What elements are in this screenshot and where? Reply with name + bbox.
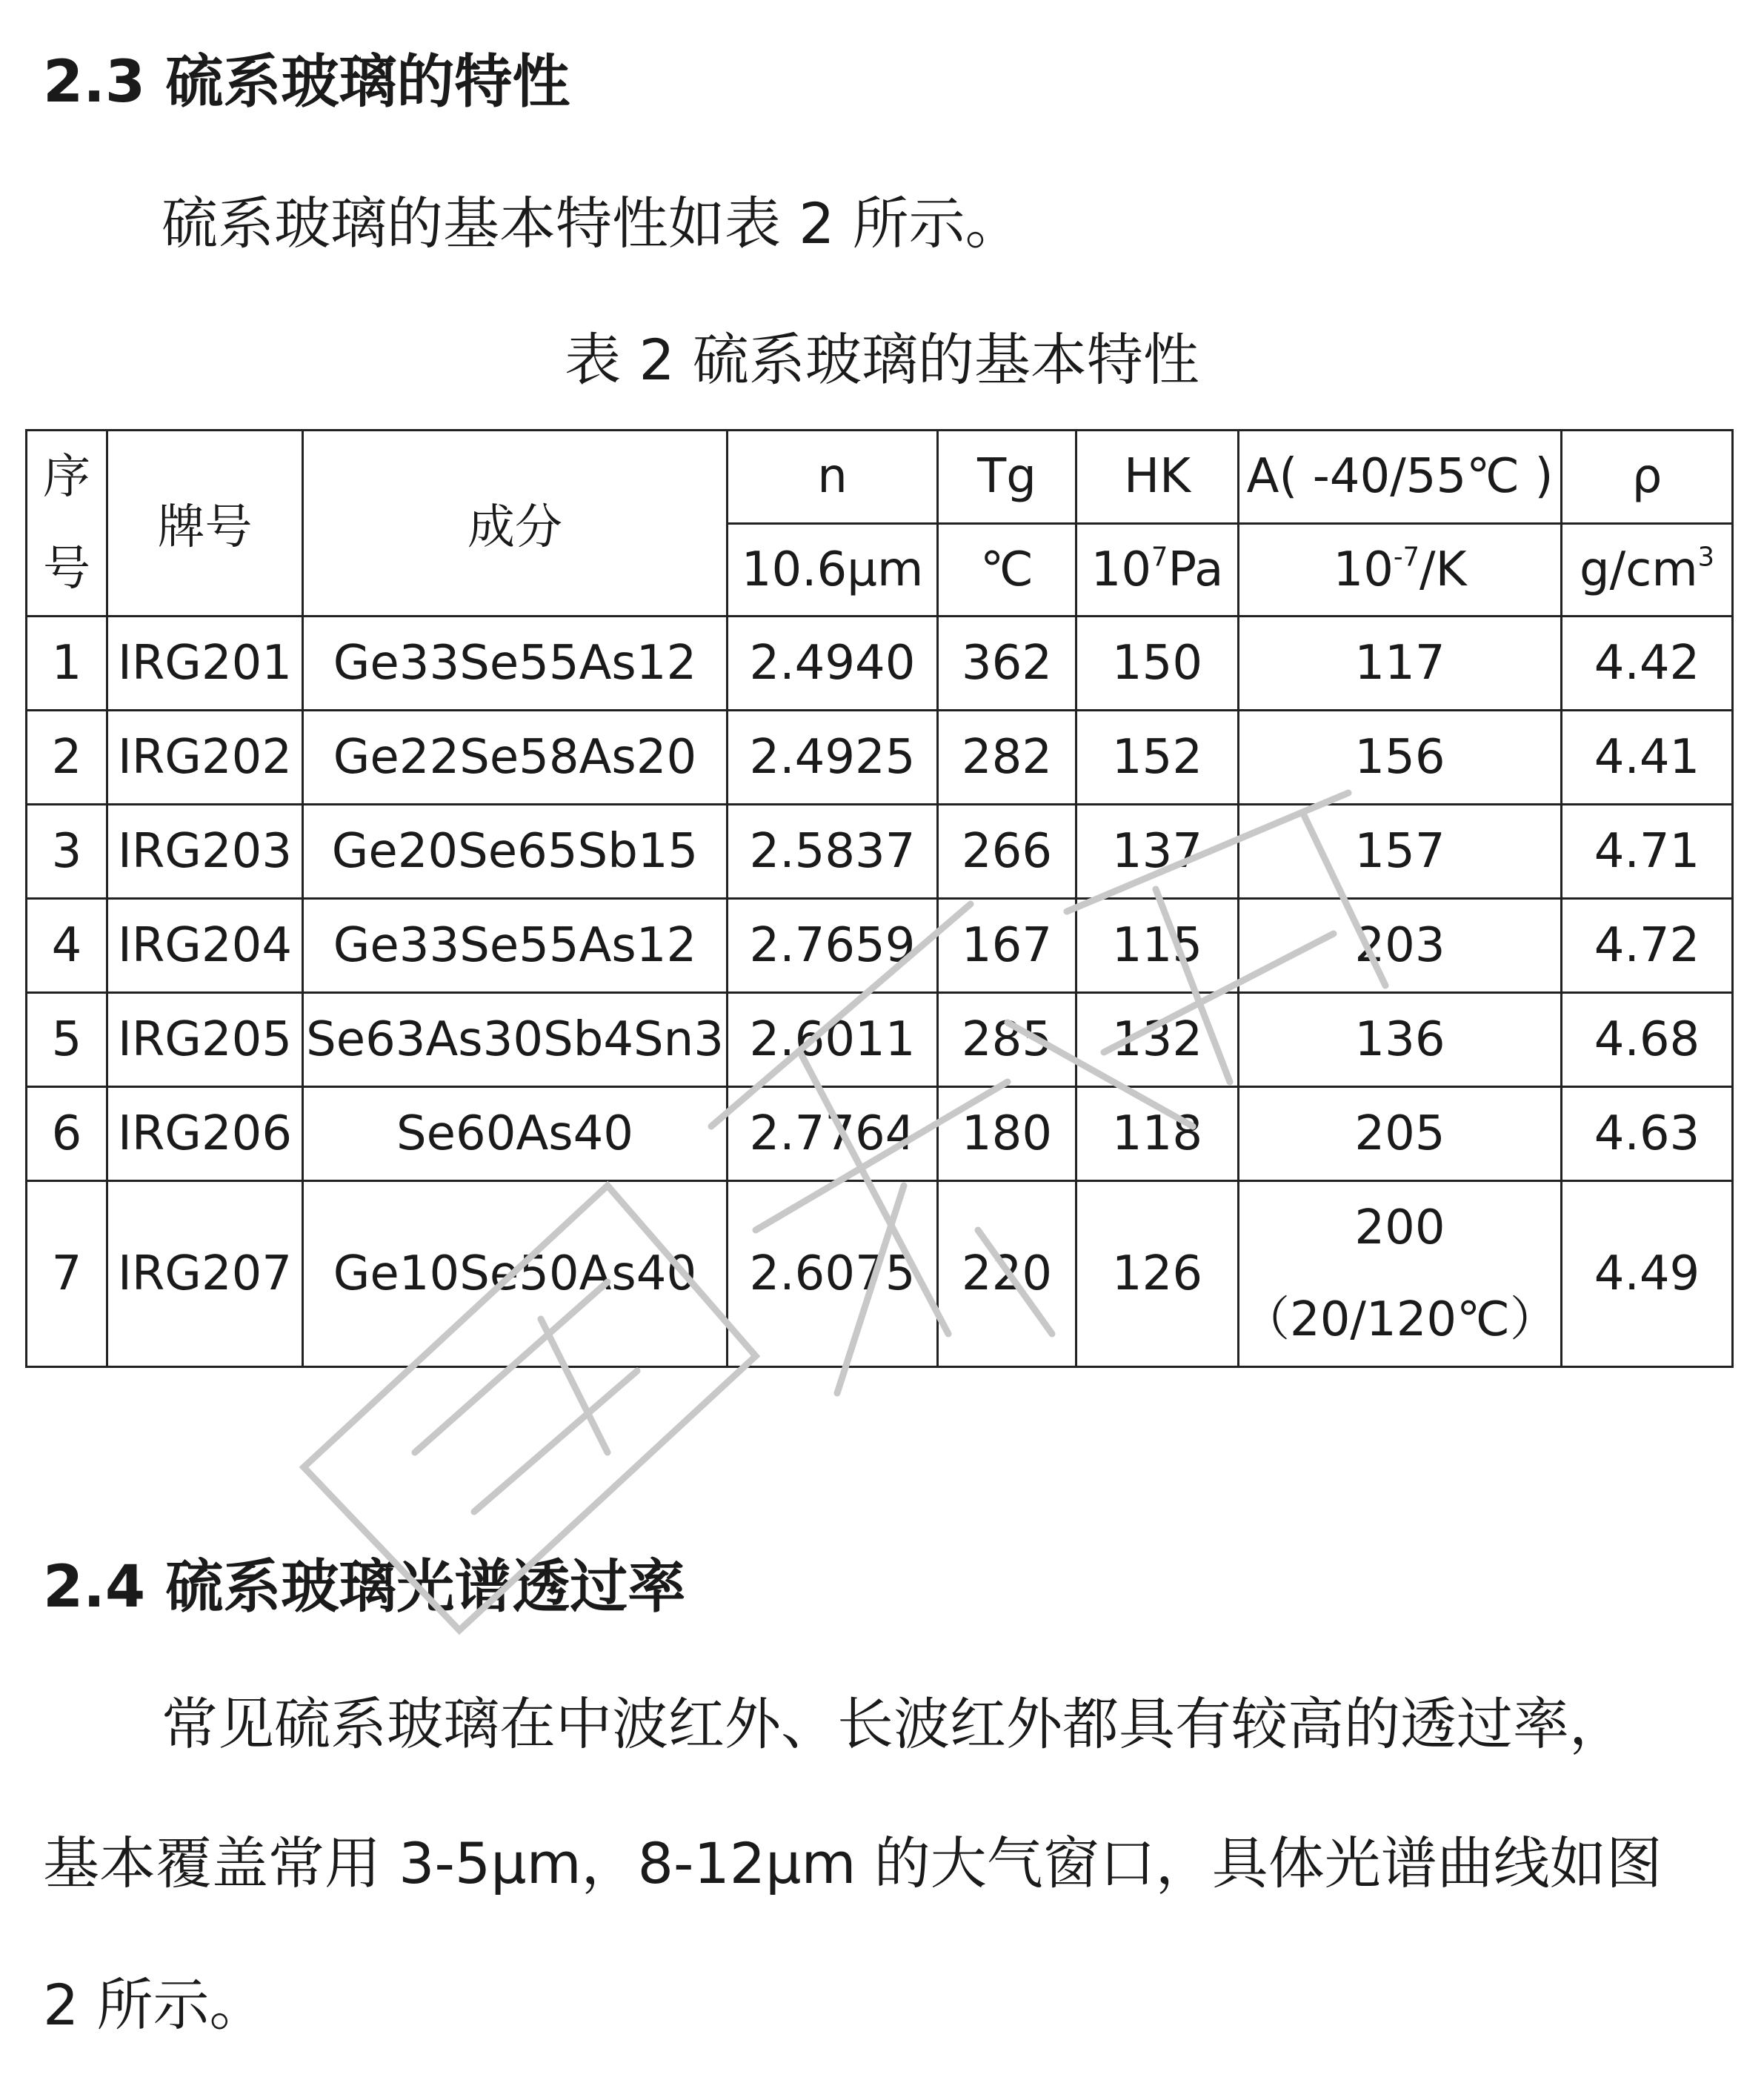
table-row — [27, 899, 1733, 993]
cell-grade: IRG203 — [107, 805, 303, 899]
cell-grade: IRG201 — [107, 617, 303, 711]
cell-grade: IRG206 — [107, 1087, 303, 1181]
unit-a-base: 10 — [1333, 542, 1394, 597]
unit-a — [1239, 523, 1562, 617]
section-2-4-heading: 2.4 硫系玻璃光谱透过率 — [43, 1554, 686, 1621]
cell-a: 203 — [1239, 899, 1562, 993]
cell-rho: 4.63 — [1562, 1087, 1733, 1181]
cell-tg: 282 — [938, 711, 1076, 805]
cell-hk: 132 — [1076, 993, 1239, 1087]
header-tg: Tg — [938, 431, 1076, 524]
table-row — [27, 1181, 1733, 1367]
cell-index: 1 — [27, 617, 107, 711]
unit-hk-tail: Pa — [1168, 542, 1224, 597]
cell-tg: 180 — [938, 1087, 1076, 1181]
cell-n: 2.4925 — [728, 711, 938, 805]
table-row — [27, 993, 1733, 1087]
section-2-3-heading: 2.3 硫系玻璃的特性 — [43, 49, 570, 116]
cell-tg: 285 — [938, 993, 1076, 1087]
cell-a-value: 200 — [1354, 1200, 1445, 1255]
table-row — [27, 1087, 1733, 1181]
cell-tg: 362 — [938, 617, 1076, 711]
cell-hk: 150 — [1076, 617, 1239, 711]
table-row — [27, 617, 1733, 711]
header-n: n — [728, 431, 938, 524]
cell-a-note: （20/120℃） — [1242, 1292, 1558, 1347]
unit-rho — [1562, 523, 1733, 617]
unit-rho-base: g/cm — [1579, 542, 1698, 597]
cell-n: 2.5837 — [728, 805, 938, 899]
cell-rho: 4.49 — [1562, 1181, 1733, 1367]
cell-n: 2.7764 — [728, 1087, 938, 1181]
table-caption: 表 2 硫系玻璃的基本特性 — [565, 327, 1199, 393]
cell-composition: Ge33Se55As12 — [303, 617, 728, 711]
cell-n: 2.6011 — [728, 993, 938, 1087]
unit-a-tail: /K — [1419, 542, 1467, 597]
properties-table — [25, 429, 1734, 1368]
watermark-stroke — [474, 1371, 637, 1512]
header-composition: 成分 — [303, 431, 728, 617]
cell-hk: 152 — [1076, 711, 1239, 805]
cell-index: 4 — [27, 899, 107, 993]
cell-grade: IRG202 — [107, 711, 303, 805]
cell-tg: 167 — [938, 899, 1076, 993]
unit-n: 10.6μm — [728, 523, 938, 617]
unit-rho-exp: 3 — [1697, 542, 1715, 573]
cell-a: 156 — [1239, 711, 1562, 805]
header-grade: 牌号 — [107, 431, 303, 617]
header-rho: ρ — [1562, 431, 1733, 524]
section-2-3-intro: 硫系玻璃的基本特性如表 2 所示。 — [162, 190, 1022, 256]
cell-hk: 126 — [1076, 1181, 1239, 1367]
cell-rho: 4.68 — [1562, 993, 1733, 1087]
table-row — [27, 711, 1733, 805]
cell-hk: 115 — [1076, 899, 1239, 993]
cell-a: 157 — [1239, 805, 1562, 899]
unit-tg: ℃ — [938, 523, 1076, 617]
cell-composition: Ge22Se58As20 — [303, 711, 728, 805]
header-index — [27, 431, 107, 617]
cell-grade: IRG207 — [107, 1181, 303, 1367]
cell-a: 136 — [1239, 993, 1562, 1087]
cell-hk: 118 — [1076, 1087, 1239, 1181]
unit-hk-base: 10 — [1091, 542, 1152, 597]
cell-rho: 4.71 — [1562, 805, 1733, 899]
unit-hk — [1076, 523, 1239, 617]
header-row — [27, 431, 1733, 524]
header-hk: HK — [1076, 431, 1239, 524]
cell-index: 5 — [27, 993, 107, 1087]
cell-rho: 4.41 — [1562, 711, 1733, 805]
table-row — [27, 805, 1733, 899]
header-a: A( -40/55℃ ) — [1239, 431, 1562, 524]
header-index-line2: 号 — [43, 542, 90, 597]
cell-grade: IRG204 — [107, 899, 303, 993]
cell-composition: Ge10Se50As40 — [303, 1181, 728, 1367]
cell-a — [1239, 1181, 1562, 1367]
cell-n: 2.7659 — [728, 899, 938, 993]
cell-index: 2 — [27, 711, 107, 805]
cell-index: 7 — [27, 1181, 107, 1367]
section-2-4-line3: 2 所示。 — [43, 1972, 266, 2038]
unit-a-exp: -7 — [1393, 542, 1419, 573]
cell-rho: 4.72 — [1562, 899, 1733, 993]
header-index-line1: 序 — [43, 450, 90, 505]
section-2-4-line1: 常见硫系玻璃在中波红外、长波红外都具有较高的透过率， — [162, 1691, 1625, 1757]
cell-index: 3 — [27, 805, 107, 899]
unit-hk-exp: 7 — [1151, 542, 1168, 573]
cell-composition: Se63As30Sb4Sn3 — [303, 993, 728, 1087]
cell-hk: 137 — [1076, 805, 1239, 899]
cell-n: 2.6075 — [728, 1181, 938, 1367]
section-2-4-line2: 基本覆盖常用 3-5μm，8-12μm 的大气窗口，具体光谱曲线如图 — [43, 1830, 1663, 1896]
cell-composition: Ge33Se55As12 — [303, 899, 728, 993]
cell-index: 6 — [27, 1087, 107, 1181]
cell-tg: 266 — [938, 805, 1076, 899]
cell-a: 205 — [1239, 1087, 1562, 1181]
cell-n: 2.4940 — [728, 617, 938, 711]
cell-composition: Ge20Se65Sb15 — [303, 805, 728, 899]
cell-rho: 4.42 — [1562, 617, 1733, 711]
cell-grade: IRG205 — [107, 993, 303, 1087]
cell-tg: 220 — [938, 1181, 1076, 1367]
cell-composition: Se60As40 — [303, 1087, 728, 1181]
cell-a: 117 — [1239, 617, 1562, 711]
